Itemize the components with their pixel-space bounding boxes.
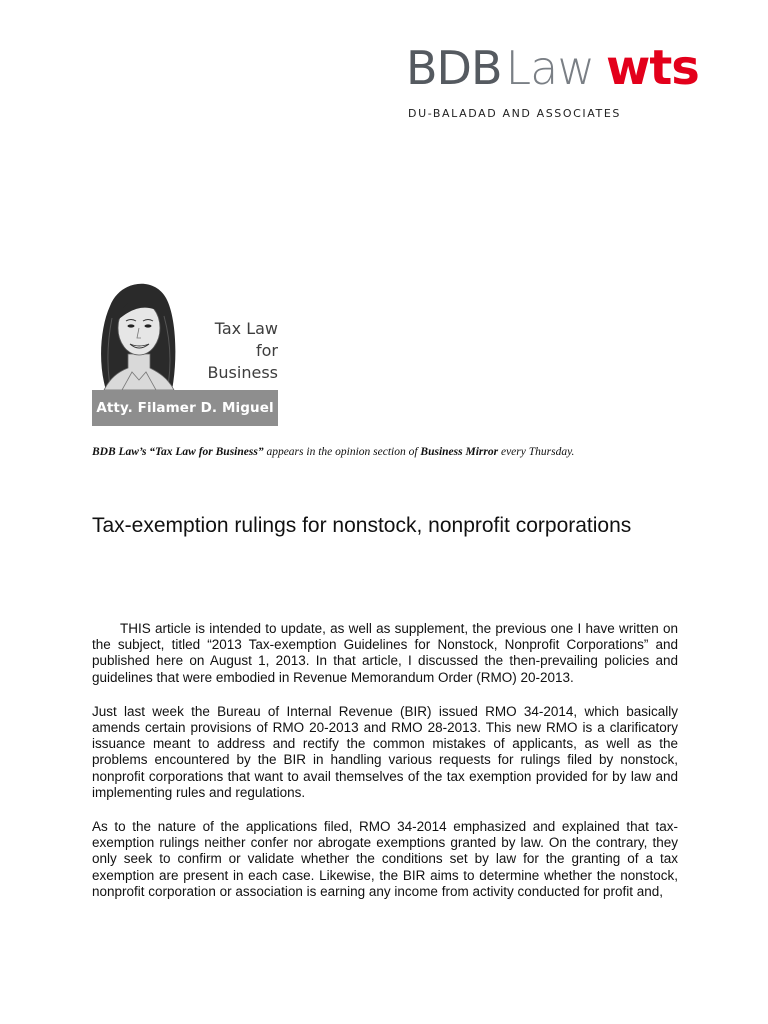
logo-subtitle: DU-BALADAD AND ASSOCIATES	[408, 107, 621, 120]
article-body	[92, 621, 678, 918]
author-portrait-image	[92, 268, 184, 390]
logo-wts-text: wts	[606, 40, 699, 96]
column-title-line-3: Business	[207, 363, 278, 382]
tagline-text: appears in the opinion section of	[263, 446, 421, 458]
body-paragraph-3: As to the nature of the applications filed, RMO 34-2014 emphasized and explained that tax-exemption rulings neither confer nor abrogate exemptions granted by law. On the contrary, they only seek to confirm or validate whether the conditions set by law for the granting of a tax exemption are present in each case. Likewise, the BIR aims to determine whether the nonstock, nonprofit corporation or association is earning any income from activity conducted for profit and,	[92, 819, 678, 899]
column-title-line-2: for	[256, 341, 278, 360]
column-title	[207, 318, 278, 384]
column-tagline	[92, 446, 692, 458]
body-paragraph-1: THIS article is intended to update, as well as supplement, the previous one I have written on the subject, titled “2013 Tax-exemption Guidelines for Nonstock, Nonprofit Corporations” and published here on August 1, 2013. In that article, I discussed the then-prevailing policies and guidelines that were embodied in Revenue Memorandum Order (RMO) 20-2013.	[92, 621, 678, 685]
column-banner	[92, 268, 278, 428]
author-name-bar: Atty. Filamer D. Miguel	[92, 390, 278, 426]
logo-wordmark	[406, 40, 699, 96]
tagline-column-name: BDB Law’s “Tax Law for Business”	[92, 446, 264, 458]
logo-law-text: Law	[505, 41, 594, 95]
body-paragraph-2: Just last week the Bureau of Internal Revenue (BIR) issued RMO 34-2014, which basically amends certain provisions of RMO 20-2013 and RMO 28-2013. This new RMO is a clarificatory issuance meant to address and rectify the common mistakes of applicants, as well as the problems encountered by the BIR in handling various requests for rulings filed by nonstock, nonprofit corporations that want to avail themselves of the tax exemption provided for by law and implementing rules and regulations.	[92, 703, 678, 800]
tagline-publication: Business Mirror	[420, 446, 499, 458]
bdb-law-wts-logo	[406, 40, 736, 124]
column-title-line-1: Tax Law	[214, 319, 278, 338]
article-headline: Tax-exemption rulings for nonstock, nonprofit corporations	[92, 514, 632, 537]
logo-bdb-text: BDB	[406, 41, 502, 95]
tagline-schedule: every Thursday.	[498, 446, 575, 458]
